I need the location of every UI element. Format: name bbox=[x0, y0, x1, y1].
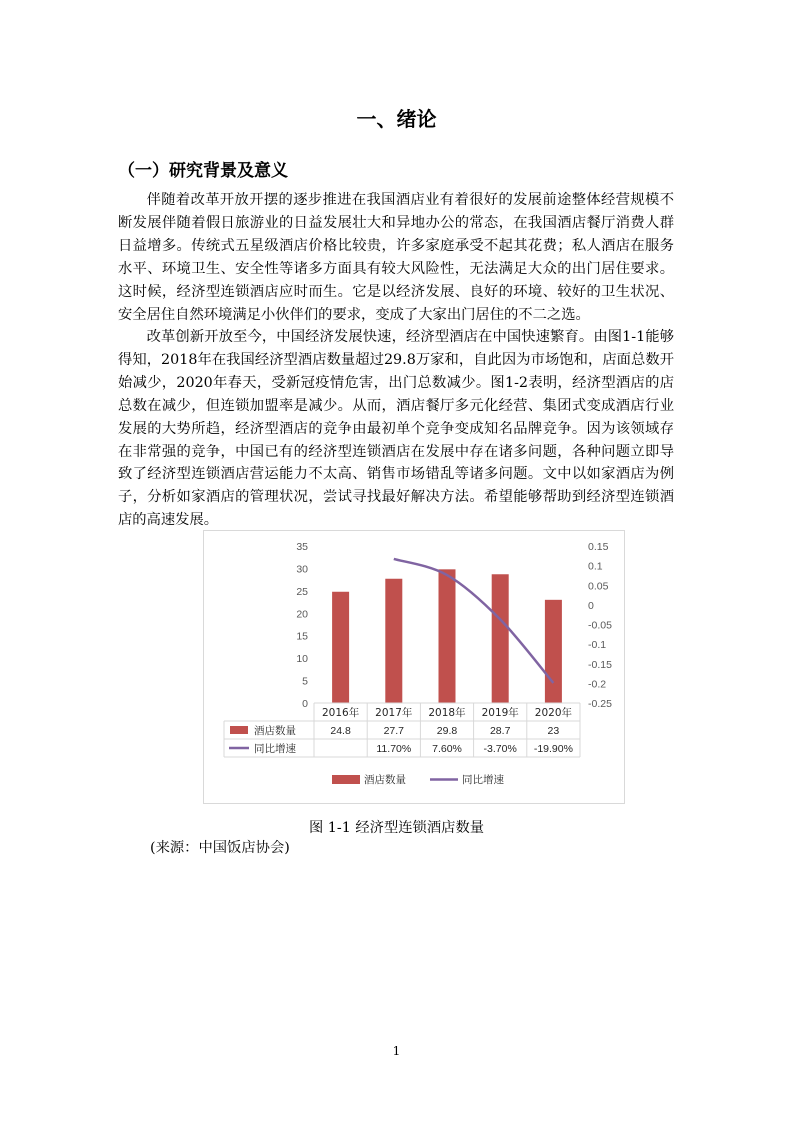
page-number: 1 bbox=[392, 1044, 401, 1058]
legend-swatch-bar bbox=[332, 775, 360, 784]
bar-hotel-count bbox=[332, 592, 349, 703]
data-table-value: 11.70% bbox=[376, 743, 412, 755]
figure-source: (来源：中国饭店协会) bbox=[150, 840, 290, 856]
left-axis-tick-label: 15 bbox=[296, 630, 308, 643]
legend-label: 同比增速 bbox=[462, 774, 504, 786]
data-table-value: 27.7 bbox=[383, 725, 405, 737]
paragraph-background: 伴随着改革开放开摆的逐步推进在我国酒店业有着很好的发展前途整体经营规模不断发展伴随着假日旅游业的日益发展壮大和异地办公的常态，在我国酒店餐厅消费人群日益增多。传统式五星级酒店价格比较贵，许多家庭承受不起其花费；私人酒店在服务水平、环境卫生、安全性等诸多方面具有较大风险性，无法满足大众的出门居住要求。这时候，经济型连锁酒店应时而生。它是以经济发展、良好的环境、较好的卫生状况、安全居住自然环境满足小伙伴们的要求，变成了大家出门居住的不二之选。 bbox=[118, 192, 674, 323]
right-axis-tick-label: 0.05 bbox=[588, 580, 609, 593]
right-axis-tick-label: -0.05 bbox=[588, 619, 612, 632]
legend-label: 酒店数量 bbox=[364, 774, 406, 786]
left-axis-tick-label: 30 bbox=[296, 563, 308, 576]
bar-hotel-count bbox=[439, 569, 456, 703]
right-axis-tick-label: 0.15 bbox=[588, 541, 609, 553]
hotel-count-chart bbox=[203, 530, 625, 804]
data-table-value: 24.8 bbox=[330, 725, 351, 737]
bar-hotel-count bbox=[385, 579, 402, 703]
data-table-value: 7.60% bbox=[432, 743, 462, 755]
data-table-row-label: 同比增速 bbox=[254, 743, 296, 755]
left-axis-tick-label: 10 bbox=[296, 653, 308, 666]
right-axis-tick-label: -0.15 bbox=[588, 658, 612, 671]
left-axis-tick-label: 25 bbox=[296, 585, 308, 598]
left-axis-tick-label: 35 bbox=[296, 541, 308, 553]
paragraph-development: 改革创新开放至今，中国经济发展快速，经济型酒店在中国快速繁育。由图1-1能够得知，2018年在我国经济型酒店数量超过29.8万家和，自此因为市场饱和，店面总数开始减少，2020年春天，受新冠疫情危害，出门总数减少。图1-2表明，经济型酒店的店总数在减少，但连锁加盟率是减少。从而，酒店餐厅多元化经营、集团式变成酒店行业发展的大势所趋，经济型酒店的竞争由最初单个竞争变成知名品牌竞争。因为该领域存在非常强的竞争，中国已有的经济型连锁酒店在发展中存在诸多问题，各种问题立即导致了经济型连锁酒店营运能力不太高、销售市场错乱等诸多问题。文中以如家酒店为例子，分析如家酒店的管理状况，尝试寻找最好解决方法。希望能够帮助到经济型连锁酒店的高速发展。 bbox=[118, 329, 674, 529]
category-label: 2019年 bbox=[481, 707, 519, 719]
category-label: 2018年 bbox=[428, 707, 466, 719]
right-axis-tick-label: -0.1 bbox=[588, 639, 607, 652]
left-axis-tick-label: 0 bbox=[302, 698, 308, 710]
bar-hotel-count bbox=[492, 574, 509, 703]
data-table-value: 29.8 bbox=[436, 725, 458, 737]
right-axis-tick-label: -0.2 bbox=[588, 678, 607, 691]
category-label: 2016年 bbox=[321, 707, 360, 719]
right-axis-tick-label: 0 bbox=[588, 599, 594, 612]
figure-caption: 图 1-1 经济型连锁酒店数量 bbox=[308, 820, 485, 836]
category-label: 2017年 bbox=[375, 707, 413, 719]
line-yoy-growth bbox=[394, 559, 554, 683]
data-table-value: -3.70% bbox=[483, 743, 517, 755]
chapter-heading: 一、绪论 bbox=[356, 107, 437, 131]
left-axis-tick-label: 5 bbox=[302, 675, 308, 688]
left-axis-tick-label: 20 bbox=[296, 608, 308, 621]
legend-key-bar bbox=[230, 726, 248, 734]
data-table-row-label: 酒店数量 bbox=[254, 725, 296, 737]
data-table-value: -19.90% bbox=[533, 743, 573, 755]
category-label: 2020年 bbox=[534, 707, 573, 719]
right-axis-tick-label: -0.25 bbox=[588, 698, 612, 710]
data-table-value: 28.7 bbox=[489, 725, 511, 737]
data-table-value: 23 bbox=[547, 725, 560, 737]
bar-hotel-count bbox=[545, 600, 562, 703]
right-axis-tick-label: 0.1 bbox=[588, 560, 603, 573]
chart-svg bbox=[204, 531, 624, 803]
section-heading: （一）研究背景及意义 bbox=[118, 161, 288, 181]
